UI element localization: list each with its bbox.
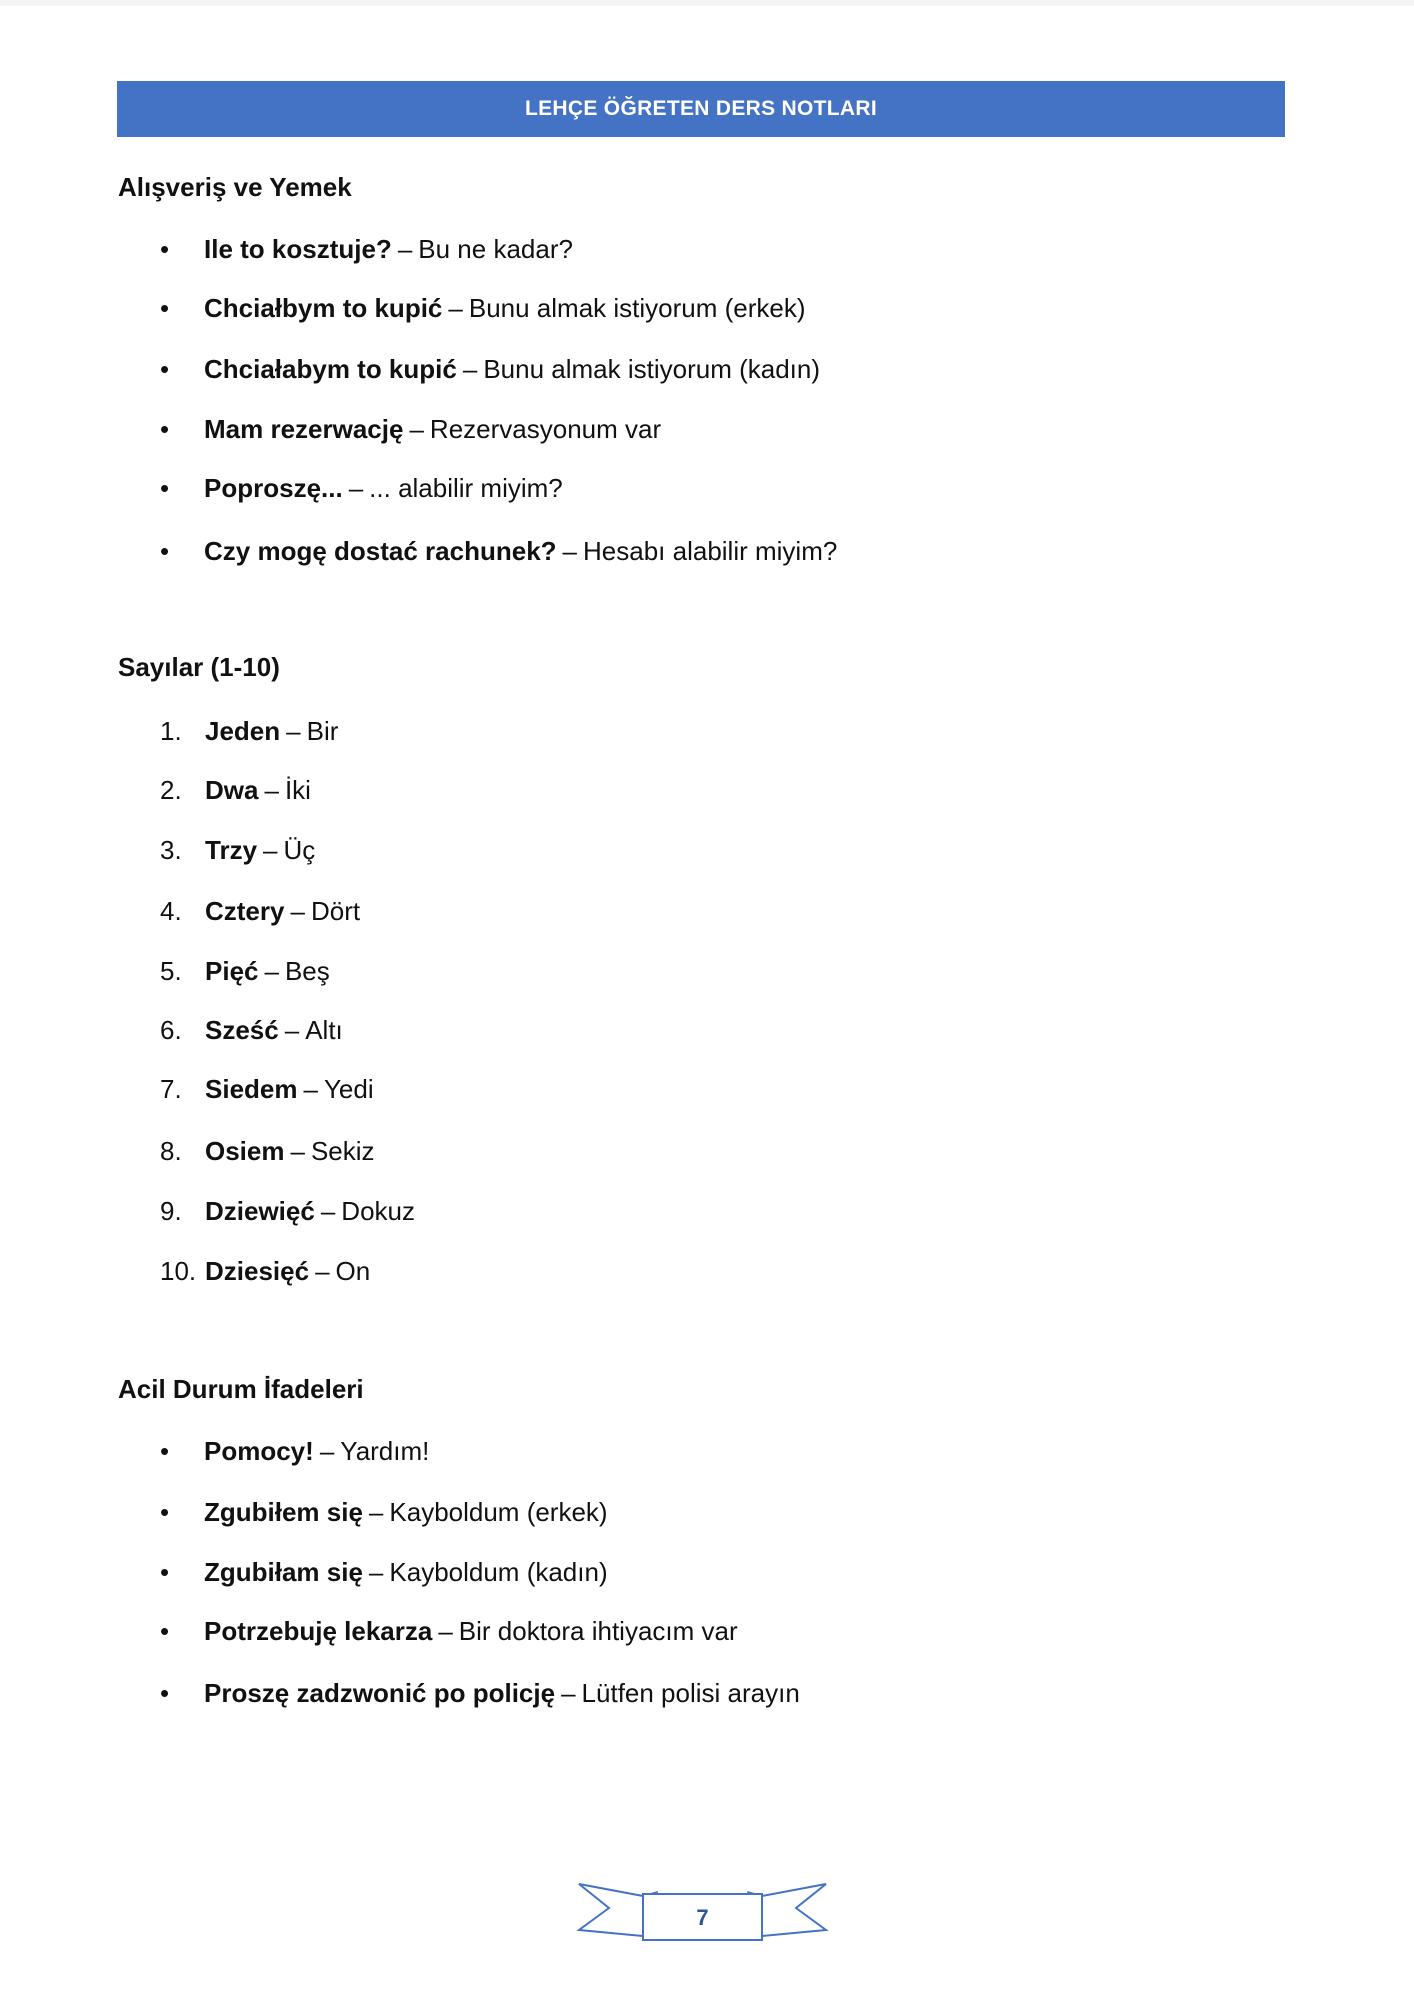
turkish-meaning: ... alabilir miyim?: [369, 472, 563, 503]
polish-term: Potrzebuję lekarza: [204, 1615, 433, 1646]
bullet-icon: •: [160, 413, 170, 444]
polish-term: Osiem: [205, 1135, 285, 1166]
dash-separator: –: [263, 834, 278, 865]
polish-term: Trzy: [205, 834, 258, 865]
polish-term: Dziesięć: [205, 1255, 310, 1286]
list-item: [160, 1677, 800, 1709]
list-number: 7.: [160, 1073, 182, 1104]
dash-separator: –: [448, 292, 463, 323]
list-item: [160, 1195, 415, 1227]
list-item: [160, 1073, 374, 1105]
dash-separator: –: [284, 1014, 300, 1045]
polish-term: Siedem: [205, 1073, 298, 1104]
list-item: [160, 774, 311, 806]
list-item: [160, 1135, 375, 1167]
polish-term: Pomocy!: [204, 1435, 314, 1466]
dash-separator: –: [320, 1195, 336, 1226]
section-title-numbers: Sayılar (1-10): [118, 652, 280, 682]
bullet-icon: •: [160, 1677, 170, 1708]
list-number: 6.: [160, 1014, 182, 1045]
dash-separator: –: [264, 955, 279, 986]
list-item: [160, 292, 806, 324]
polish-term: Zgubiłem się: [204, 1496, 363, 1527]
polish-term: Dwa: [205, 774, 259, 805]
turkish-meaning: Hesabı alabilir miyim?: [583, 535, 838, 566]
turkish-meaning: Lütfen polisi arayın: [581, 1677, 800, 1708]
page-footer: [575, 1878, 830, 1948]
turkish-meaning: Dokuz: [341, 1195, 415, 1226]
turkish-meaning: Beş: [284, 955, 330, 986]
dash-separator: –: [397, 233, 413, 264]
list-number: 4.: [160, 895, 182, 926]
turkish-meaning: İki: [284, 774, 311, 805]
dash-separator: –: [264, 774, 279, 805]
list-item: [160, 1255, 370, 1287]
list-item: [160, 1556, 608, 1588]
bullet-icon: •: [160, 353, 170, 384]
dash-separator: –: [368, 1496, 384, 1527]
bullet-icon: •: [160, 535, 170, 566]
polish-term: Zgubiłam się: [204, 1556, 363, 1587]
list-number: 2.: [160, 774, 182, 805]
polish-term: Pięć: [205, 955, 259, 986]
turkish-meaning: Bir doktora ihtiyacım var: [458, 1615, 738, 1646]
bullet-icon: •: [160, 1435, 170, 1466]
list-item: [160, 955, 330, 987]
page-number: 7: [696, 1905, 709, 1930]
dash-separator: –: [462, 353, 478, 384]
polish-term: Cztery: [205, 895, 285, 926]
dash-separator: –: [562, 535, 578, 566]
list-number: 5.: [160, 955, 182, 986]
list-item: [160, 895, 360, 927]
turkish-meaning: Dört: [310, 895, 361, 926]
section-title-shopping: Alışveriş ve Yemek: [118, 172, 352, 202]
list-number: 3.: [160, 834, 182, 865]
list-item: [160, 535, 837, 567]
dash-separator: –: [438, 1615, 453, 1646]
turkish-meaning: On: [335, 1255, 371, 1286]
polish-term: Jeden: [205, 715, 281, 746]
turkish-meaning: Sekiz: [310, 1135, 375, 1166]
turkish-meaning: Yardım!: [340, 1435, 430, 1466]
list-item: [160, 1435, 429, 1467]
list-item: [160, 413, 661, 445]
list-number: 9.: [160, 1195, 182, 1226]
list-item: [160, 353, 820, 385]
dash-separator: –: [315, 1255, 330, 1286]
list-item: [160, 1014, 343, 1046]
turkish-meaning: Bunu almak istiyorum (erkek): [468, 292, 806, 323]
page-top-edge: [0, 0, 1414, 6]
turkish-meaning: Üç: [283, 834, 316, 865]
dash-separator: –: [286, 715, 301, 746]
list-item: [160, 233, 573, 265]
dash-separator: –: [290, 1135, 305, 1166]
polish-term: Chciałabym to kupić: [204, 353, 457, 384]
polish-term: Proszę zadzwonić po policję: [204, 1677, 556, 1708]
turkish-meaning: Yedi: [323, 1073, 374, 1104]
polish-term: Ile to kosztuje?: [204, 233, 392, 264]
dash-separator: –: [290, 895, 305, 926]
turkish-meaning: Kayboldum (erkek): [389, 1496, 608, 1527]
turkish-meaning: Kayboldum (kadın): [389, 1556, 608, 1587]
dash-separator: –: [319, 1435, 335, 1466]
turkish-meaning: Bunu almak istiyorum (kadın): [483, 353, 820, 384]
list-number: 8.: [160, 1135, 182, 1166]
list-number: 1.: [160, 715, 182, 746]
bullet-icon: •: [160, 1496, 170, 1527]
bullet-icon: •: [160, 472, 170, 503]
polish-term: Dziewięć: [205, 1195, 315, 1226]
bullet-icon: •: [160, 233, 170, 264]
list-item: [160, 1496, 608, 1528]
header-banner: [117, 81, 1285, 137]
list-item: [160, 834, 315, 866]
list-item: [160, 472, 563, 504]
dash-separator: –: [409, 413, 424, 444]
dash-separator: –: [368, 1556, 384, 1587]
bullet-icon: •: [160, 1615, 170, 1646]
list-number: 10.: [160, 1255, 197, 1286]
polish-term: Mam rezerwację: [204, 413, 404, 444]
polish-term: Czy mogę dostać rachunek?: [204, 535, 557, 566]
dash-separator: –: [561, 1677, 576, 1708]
dash-separator: –: [303, 1073, 318, 1104]
polish-term: Poproszę...: [204, 472, 343, 503]
turkish-meaning: Bu ne kadar?: [418, 233, 573, 264]
polish-term: Chciałbym to kupić: [204, 292, 443, 323]
section-title-emergency: Acil Durum İfadeleri: [118, 1374, 364, 1404]
turkish-meaning: Bir: [306, 715, 339, 746]
turkish-meaning: Rezervasyonum var: [429, 413, 662, 444]
polish-term: Sześć: [205, 1014, 279, 1045]
bullet-icon: •: [160, 1556, 170, 1587]
dash-separator: –: [348, 472, 364, 503]
turkish-meaning: Altı: [305, 1014, 343, 1045]
header-title: LEHÇE ÖĞRETEN DERS NOTLARI: [525, 97, 877, 120]
list-item: [160, 715, 338, 747]
list-item: [160, 1615, 738, 1647]
bullet-icon: •: [160, 292, 170, 323]
